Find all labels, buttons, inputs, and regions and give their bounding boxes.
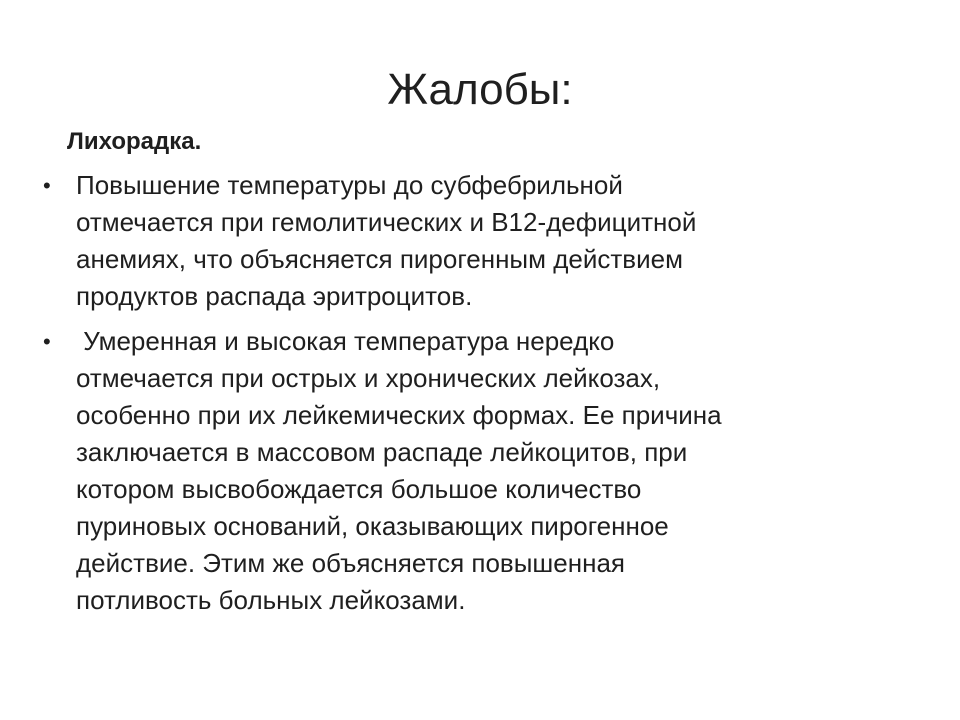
text-line: заключается в массовом распаде лейкоцитов, при <box>76 437 688 467</box>
text-line: пуриновых оснований, оказывающих пирогенное <box>76 511 669 541</box>
text-line: котором высвобождается большое количество <box>76 474 642 504</box>
bullet-text <box>76 167 920 315</box>
text-line: отмечается при острых и хронических лейкозах, <box>76 363 661 393</box>
text-line: Умеренная и высокая температура нередко <box>76 326 615 356</box>
text-line: Повышение температуры до субфебрильной <box>76 170 623 200</box>
bullet-item <box>40 323 920 619</box>
text-line: отмечается при гемолитических и В12-дефицитной <box>76 207 697 237</box>
text-line: анемиях, что объясняется пирогенным действием <box>76 244 683 274</box>
bullet-item <box>40 167 920 315</box>
bullet-list <box>40 167 920 619</box>
text-line: потливость больных лейкозами. <box>76 585 466 615</box>
bullet-text <box>76 323 920 619</box>
text-line: действие. Этим же объясняется повышенная <box>76 548 625 578</box>
subheading: Лихорадка. <box>67 128 202 155</box>
text-line: особенно при их лейкемических формах. Ее причина <box>76 400 722 430</box>
bullet-icon: • <box>43 173 51 198</box>
slide-title: Жалобы: <box>387 65 573 114</box>
text-line: продуктов распада эритроцитов. <box>76 281 473 311</box>
bullet-icon: • <box>43 329 51 354</box>
